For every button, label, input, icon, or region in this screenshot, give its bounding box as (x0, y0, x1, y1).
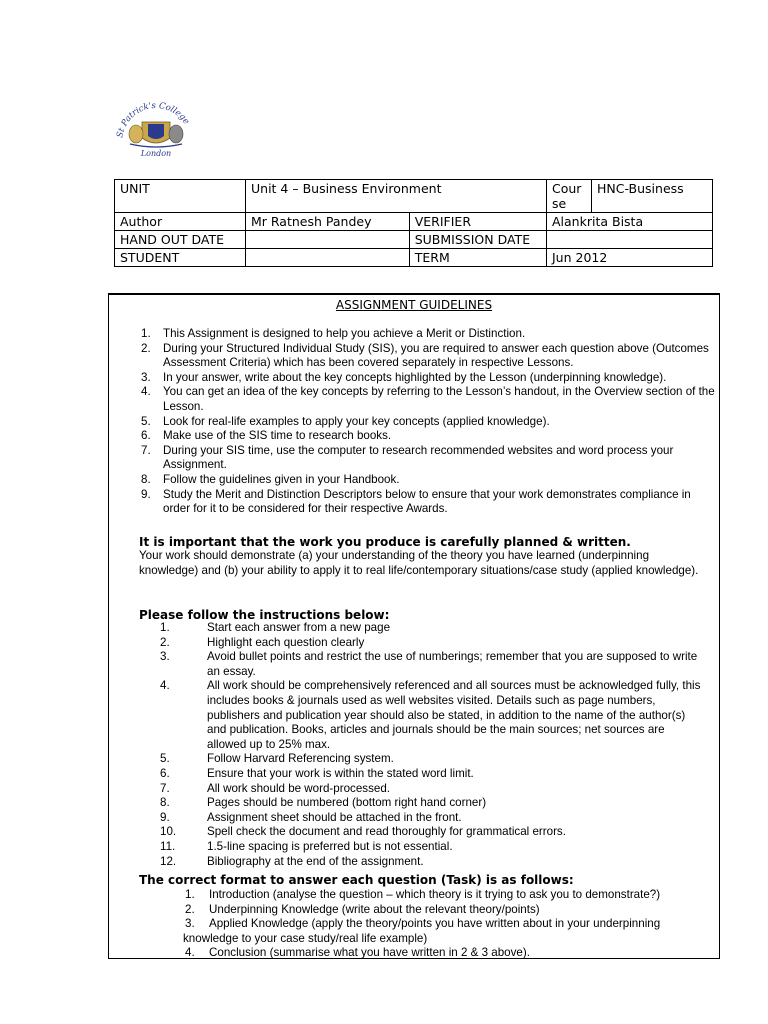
table-row (115, 231, 713, 249)
submission-date-label: SUBMISSION DATE (409, 231, 546, 249)
course-label: Course (547, 180, 592, 213)
unit-value: Unit 4 – Business Environment (246, 180, 547, 213)
list-item: 6. Make use of the SIS time to research books. (141, 429, 392, 443)
course-value: HNC-Business (592, 180, 713, 213)
format-heading: The correct format to answer each question (Task) is as follows: (139, 873, 574, 887)
author-label: Author (115, 213, 246, 231)
college-logo (112, 98, 200, 162)
term-value: Jun 2012 (547, 249, 713, 267)
assignment-info-table (114, 179, 713, 267)
instructions-list (137, 621, 707, 869)
submission-date-value (547, 231, 713, 249)
verifier-value: Alankrita Bista (547, 213, 713, 231)
list-item: 3. Applied Knowledge (apply the theory/points you have written about in your underpinning knowledge to your case study/real life example) (183, 917, 661, 945)
list-item: 8. Pages should be numbered (bottom right hand corner) (160, 796, 487, 810)
format-list (183, 888, 703, 961)
list-item: 6. Ensure that your work is within the stated word limit. (160, 766, 474, 780)
guidelines-title: ASSIGNMENT GUIDELINES (335, 298, 493, 312)
list-item: 9. Study the Merit and Distinction Descriptors below to ensure that your work demonstrates compliance in order for it to be considered for their respective Awards. (141, 487, 691, 516)
list-item: 3. In your answer, write about the key concepts highlighted by the Lesson (underpinning knowledge). (141, 370, 667, 384)
list-item: 7. During your SIS time, use the computer to research recommended websites and word process your Assignment. (141, 443, 674, 472)
table-row (115, 213, 713, 231)
list-item: 12. Bibliography at the end of the assignment. (160, 854, 424, 868)
unit-label: UNIT (115, 180, 246, 213)
list-item: 4. All work should be comprehensively referenced and all sources must be acknowledged fully, this includes books & journals used as well websites visited. Details such as page numbers, publishers and publication year should also be stated, in addition to the name of the author(s) and publication. Books, articles and journals should be the main sources; net sources are allowed up to 25% max. (160, 679, 701, 751)
list-item: 5. Look for real-life examples to apply your key concepts (applied knowledge). (141, 414, 550, 428)
list-item: 10. Spell check the document and read thoroughly for grammatical errors. (160, 825, 566, 839)
list-item: 7. All work should be word-processed. (160, 781, 391, 795)
hand-out-date-value (246, 231, 410, 249)
student-label: STUDENT (115, 249, 246, 267)
list-item: 1. This Assignment is designed to help you achieve a Merit or Distinction. (141, 327, 526, 340)
list-item: 2. Highlight each question clearly (160, 635, 365, 649)
list-item: 11. 1.5-line spacing is preferred but is not essential. (160, 839, 453, 853)
table-row (115, 249, 713, 267)
logo-arc-text: St Patrick's College (115, 100, 192, 139)
list-item: 1. Start each answer from a new page (160, 621, 391, 634)
important-text: Your work should demonstrate (a) your understanding of the theory you have learned (underpinning knowledge) and (b) your ability to apply it to real life/contemporary situations/case study (applied knowledge). (139, 549, 699, 577)
important-heading: It is important that the work you produce is carefully planned & written. (139, 535, 631, 549)
assignment-guidelines-box (108, 293, 720, 959)
logo-city-text: London (140, 149, 172, 158)
list-item: 3. Avoid bullet points and restrict the use of numberings; remember that you are supposed to write an essay. (160, 650, 698, 678)
list-item: 2. Underpinning Knowledge (write about the relevant theory/points) (185, 902, 540, 916)
guidelines-list (137, 327, 717, 517)
student-value (246, 249, 410, 267)
list-item: 8. Follow the guidelines given in your Handbook. (141, 472, 400, 486)
author-value: Mr Ratnesh Pandey (246, 213, 410, 231)
list-item: 4. Conclusion (summarise what you have written in 2 & 3 above). (185, 946, 530, 960)
verifier-label: VERIFIER (409, 213, 546, 231)
list-item: 5. Follow Harvard Referencing system. (160, 752, 394, 766)
list-item: 1. Introduction (analyse the question – which theory is it trying to ask you to demonstrate?) (185, 888, 661, 901)
hand-out-date-label: HAND OUT DATE (115, 231, 246, 249)
term-label: TERM (409, 249, 546, 267)
list-item: 2. During your Structured Individual Study (SIS), you are required to answer each question above (Outcomes Assessment Criteria) which has been covered separately in respective Lessons. (141, 341, 709, 370)
list-item: 9. Assignment sheet should be attached in the front. (160, 810, 462, 824)
list-item: 4. You can get an idea of the key concepts by referring to the Lesson’s handout, in the Overview section of the Lesson. (141, 385, 715, 413)
table-row (115, 180, 713, 213)
instructions-heading: Please follow the instructions below: (139, 608, 390, 622)
